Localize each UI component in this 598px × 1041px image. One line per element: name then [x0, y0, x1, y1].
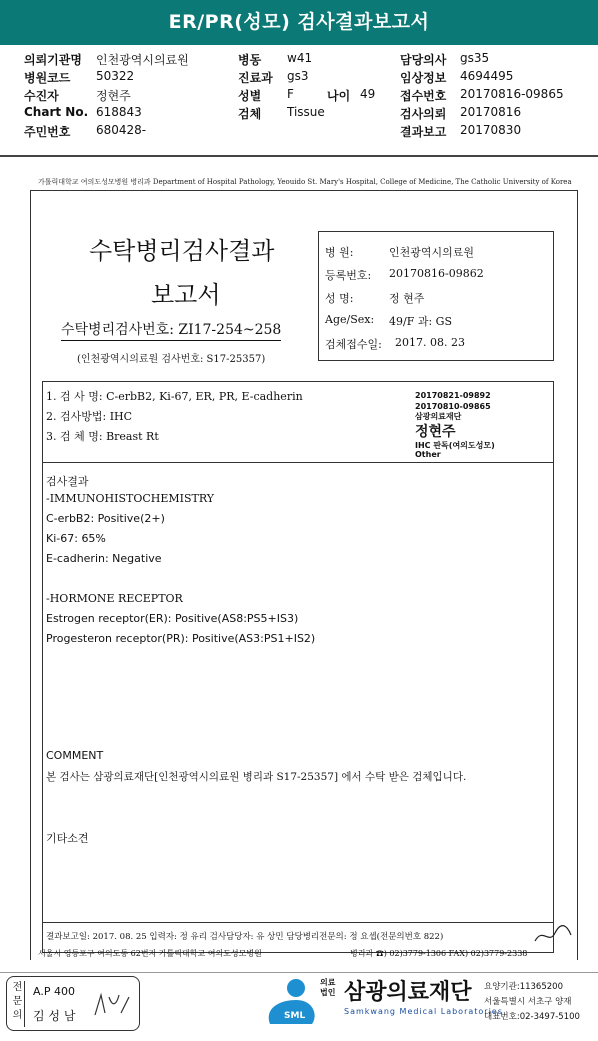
ihc-result: Ki-67: 65% [46, 532, 106, 545]
patient-box-value: 49/F 과: GS [389, 315, 452, 328]
test-item: 3. 검 체 명: Breast Rt [46, 430, 159, 443]
info-row-1 [0, 51, 598, 69]
patient-info-box [318, 231, 554, 361]
report-heading-line2: 보고서 [151, 281, 221, 309]
logo-small-text: 의료법인 [320, 978, 336, 997]
sml-logo-icon [262, 978, 320, 1030]
label-request-date: 검사의뢰 [400, 107, 447, 121]
value-doctor: gs35 [460, 51, 490, 65]
label-clinical-info: 임상정보 [400, 71, 447, 85]
lab-address: 서울특별시 서초구 양재 [484, 997, 572, 1007]
patient-box-label: Age/Sex: [325, 313, 375, 326]
specialist-vertical-label: 전문의 [11, 981, 25, 1027]
hormone-result: Estrogen receptor(ER): Positive(AS8:PS5+IS3) [46, 612, 299, 625]
value-clinical-info: 4694495 [460, 69, 514, 83]
patient-box-value: 2017. 08. 23 [395, 336, 465, 349]
bottom-divider [0, 972, 598, 973]
detail-box [42, 381, 554, 953]
stamp-patient-name: 정현주 [415, 424, 456, 440]
value-resident-no: 680428- [96, 123, 147, 137]
specialist-id: A.P 400 [33, 985, 75, 998]
specialist-box [6, 976, 140, 1031]
label-specimen: 검체 [238, 107, 262, 121]
hospital-phone: 병리과 ☎) 02)3779-1306 FAX) 02)3779-2338 [350, 949, 528, 958]
specialist-signature [91, 989, 135, 1021]
hospital-address: 서울시 영등포구 여의도동 62번지 가톨릭대학교 여의도성모병원 [38, 949, 262, 958]
case-number: 수탁병리검사번호: ZI17-254~258 [61, 319, 281, 341]
patient-box-row [325, 313, 551, 329]
value-chart-no: 618843 [96, 105, 142, 119]
value-patient: 정현주 [96, 89, 131, 103]
value-request-date: 20170816 [460, 105, 522, 119]
patient-box-label: 등록번호: [325, 269, 372, 282]
value-hospital-code: 50322 [96, 69, 135, 83]
patient-box-row [325, 290, 551, 306]
label-hospital-code: 병원코드 [24, 71, 71, 85]
hormone-result: Progesteron receptor(PR): Positive(AS3:PS1+IS2) [46, 632, 316, 645]
value-department: gs3 [287, 69, 309, 83]
label-receipt-no: 접수번호 [400, 89, 447, 103]
test-item: 2. 검사방법: IHC [46, 410, 133, 423]
value-sex: F [287, 87, 294, 101]
lab-info [484, 980, 580, 1025]
header-divider [0, 155, 598, 157]
patient-box-row [325, 336, 551, 352]
patient-box-value: 20170816-09862 [389, 267, 484, 280]
value-institution: 인천광역시의료원 [96, 53, 189, 67]
test-item: 1. 검 사 명: C-erbB2, Ki-67, ER, PR, E-cadherin [46, 390, 303, 403]
other-findings: 기타소견 [46, 832, 89, 845]
scanned-report [30, 168, 578, 968]
value-report-date: 20170830 [460, 123, 522, 137]
value-specimen: Tissue [287, 105, 325, 119]
sml-logo-label: SML [284, 1011, 306, 1021]
label-sex: 성별 [238, 89, 262, 103]
comment-text: 본 검사는 삼광의료재단[인천광역시의료원 병리과 S17-25357] 에서 수탁 받은 검체입니다. [46, 771, 467, 783]
stamp-other: Other [415, 450, 441, 459]
report-heading-line1: 수탁병리검사결과 [89, 237, 275, 265]
patient-box-label: 검체접수일: [325, 338, 382, 351]
value-ward: w41 [287, 51, 313, 65]
sub-case-number: (인천광역시의료원 검사번호: S17-25357) [77, 354, 266, 365]
value-age: 49 [360, 87, 376, 101]
ihc-result: C-erbB2: Positive(2+) [46, 512, 165, 525]
stamp-method: IHC 판독(여의도성모) [415, 441, 495, 450]
stamp-number-2: 20170810-09865 [415, 402, 491, 411]
info-row-2 [0, 69, 598, 87]
info-row-4 [0, 105, 598, 123]
ihc-result: E-cadherin: Negative [46, 552, 162, 565]
specialist-name: 김 성 남 [33, 1009, 76, 1023]
report-title: ER/PR(성모) 검사결과보고서 [168, 11, 430, 33]
divider [43, 462, 553, 463]
ihc-heading: -IMMUNOHISTOCHEMISTRY [46, 492, 215, 505]
patient-box-row [325, 244, 551, 260]
pathologist-signature [533, 917, 573, 947]
label-chart-no: Chart No. [24, 105, 89, 119]
logo-english-text: Samkwang Medical Laboratories [344, 1007, 503, 1016]
info-row-5 [0, 123, 598, 141]
patient-box-label: 성 명: [325, 292, 354, 305]
lab-code: 요양기관:11365200 [484, 982, 563, 992]
scan-header-line: 가톨릭대학교 여의도성모병원 병리과 Department of Hospital Pathology, Yeouido St. Mary's Hospital, College of Medicine, The Catholic University of Korea [38, 178, 572, 186]
label-patient: 수진자 [24, 89, 59, 103]
info-row-3 [0, 87, 598, 105]
patient-box-value: 정 현주 [389, 292, 425, 305]
logo-main-text: 삼광의료재단 [344, 980, 472, 1005]
label-resident-no: 주민번호 [24, 125, 71, 139]
patient-box-value: 인천광역시의료원 [389, 246, 475, 259]
report-frame [30, 190, 578, 960]
label-department: 진료과 [238, 71, 273, 85]
value-receipt-no: 20170816-09865 [460, 87, 564, 101]
report-footer-line: 결과보고일: 2017. 08. 25 입력자: 정 유리 검사담당자: 유 상민 담당병리전문의: 정 요셉(전문의번호 822) [46, 932, 444, 942]
label-institution: 의뢰기관명 [24, 53, 82, 67]
hormone-heading: -HORMONE RECEPTOR [46, 592, 183, 605]
label-report-date: 결과보고 [400, 125, 447, 139]
report-title-bar [0, 0, 598, 45]
stamp-org: 삼광의료재단 [415, 412, 462, 421]
label-ward: 병동 [238, 53, 262, 67]
patient-box-row [325, 267, 551, 283]
label-doctor: 담당의사 [400, 53, 447, 67]
results-heading: 검사결과 [46, 475, 89, 488]
patient-box-label: 병 원: [325, 246, 354, 259]
stamp-number-1: 20170821-09892 [415, 391, 491, 400]
comment-heading: COMMENT [46, 749, 104, 762]
footer-divider [43, 922, 553, 923]
lab-phone: 대표번호:02-3497-5100 [484, 1012, 580, 1022]
label-age: 나이 [327, 89, 351, 103]
